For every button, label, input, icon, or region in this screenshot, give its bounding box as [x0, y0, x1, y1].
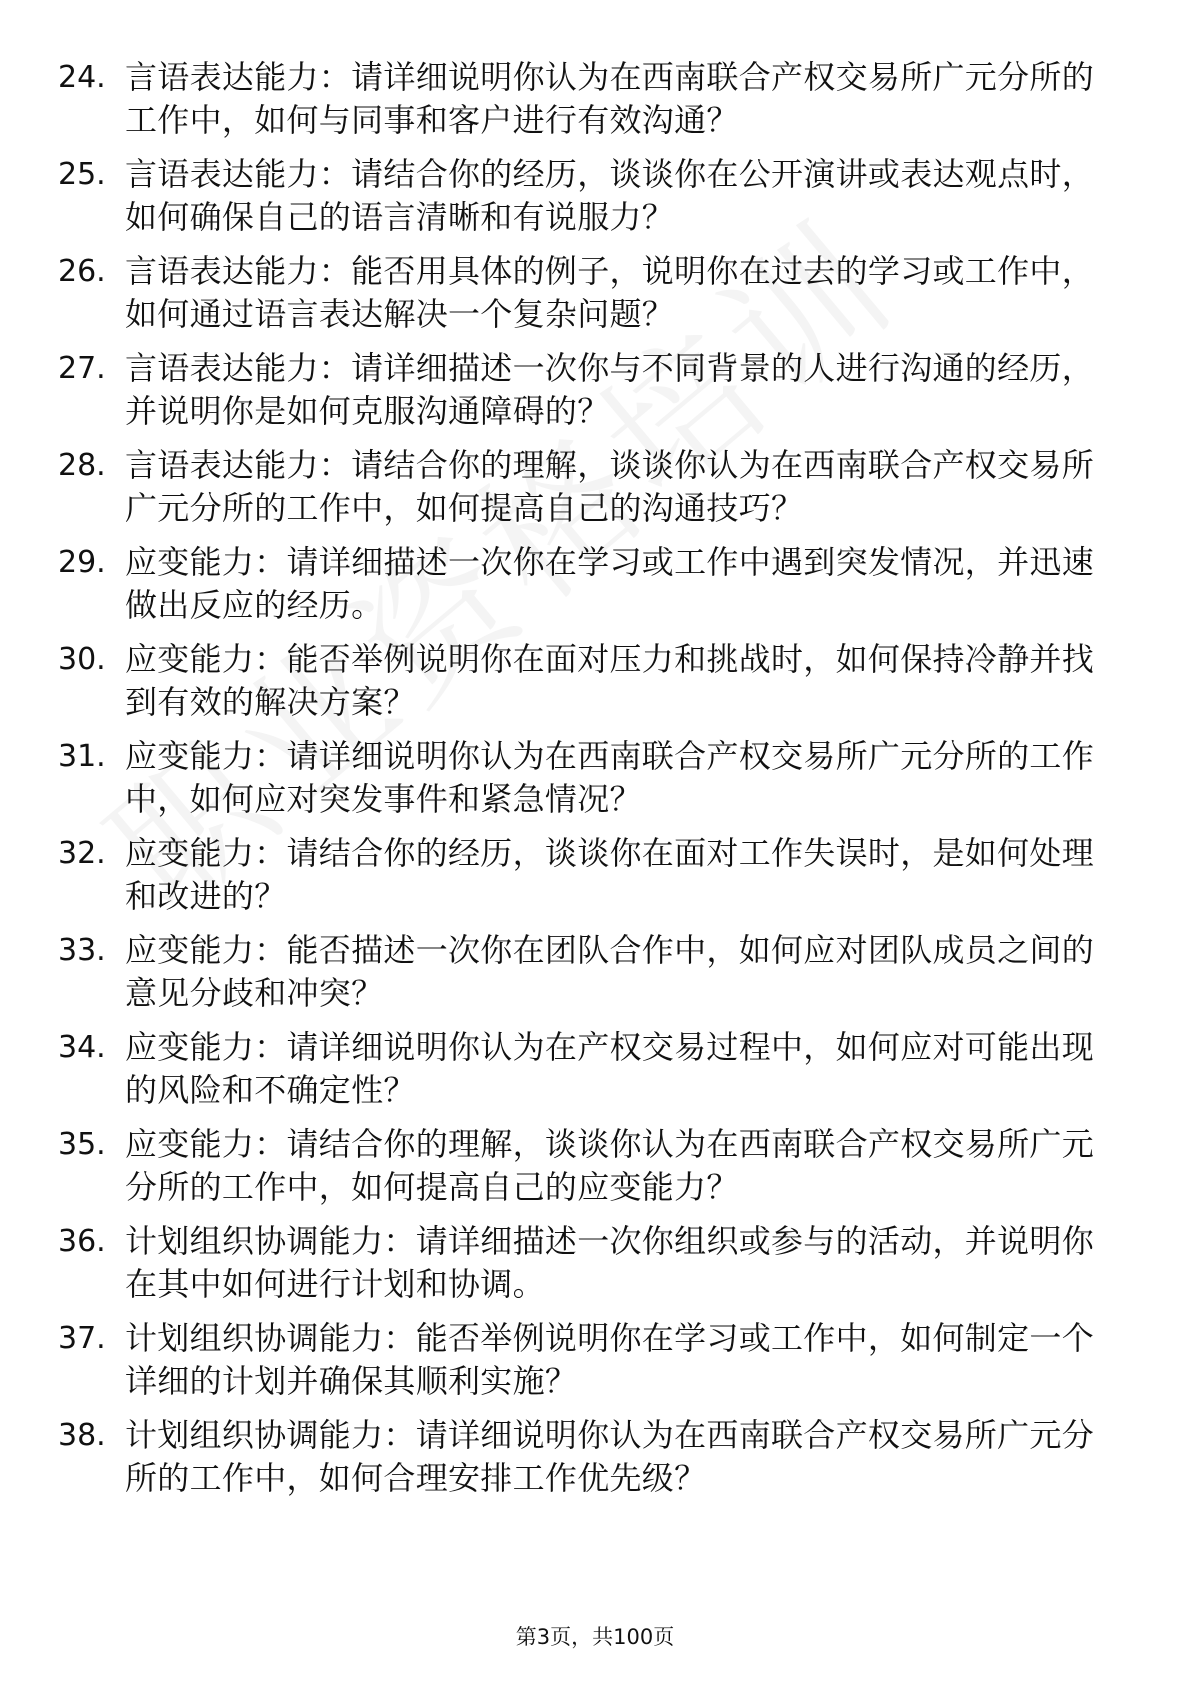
- question-text: 应变能力：能否描述一次你在团队合作中，如何应对团队成员之间的意见分歧和冲突？: [125, 931, 1095, 1012]
- list-item: [58, 832, 1114, 918]
- question-text: 应变能力：能否举例说明你在面对压力和挑战时，如何保持冷静并找到有效的解决方案？: [125, 640, 1095, 721]
- question-number: 30.: [58, 642, 106, 677]
- question-list: [58, 56, 1114, 1511]
- question-text: 言语表达能力：请结合你的理解，谈谈你认为在西南联合产权交易所广元分所的工作中，如何提高自己的沟通技巧？: [125, 446, 1095, 527]
- list-item: [58, 1123, 1114, 1209]
- question-number: 29.: [58, 545, 106, 580]
- question-number: 24.: [58, 60, 106, 95]
- question-number: 35.: [58, 1127, 106, 1162]
- question-number: 37.: [58, 1321, 106, 1356]
- list-item: [58, 444, 1114, 530]
- question-number: 25.: [58, 157, 106, 192]
- question-text: 应变能力：请详细说明你认为在产权交易过程中，如何应对可能出现的风险和不确定性？: [125, 1028, 1095, 1109]
- question-number: 32.: [58, 836, 106, 871]
- list-item: [58, 1317, 1114, 1403]
- list-item: [58, 1220, 1114, 1306]
- question-number: 36.: [58, 1224, 106, 1259]
- question-text: 应变能力：请结合你的理解，谈谈你认为在西南联合产权交易所广元分所的工作中，如何提高自己的应变能力？: [125, 1125, 1095, 1206]
- question-number: 34.: [58, 1030, 106, 1065]
- question-text: 言语表达能力：请详细说明你认为在西南联合产权交易所广元分所的工作中，如何与同事和客户进行有效沟通？: [125, 58, 1095, 139]
- list-item: [58, 347, 1114, 433]
- list-item: [58, 1414, 1114, 1500]
- question-text: 应变能力：请结合你的经历，谈谈你在面对工作失误时，是如何处理和改进的？: [125, 834, 1095, 915]
- question-text: 言语表达能力：请详细描述一次你与不同背景的人进行沟通的经历，并说明你是如何克服沟通障碍的？: [125, 349, 1095, 430]
- question-number: 38.: [58, 1418, 106, 1453]
- question-text: 应变能力：请详细描述一次你在学习或工作中遇到突发情况，并迅速做出反应的经历。: [125, 543, 1095, 624]
- question-text: 计划组织协调能力：能否举例说明你在学习或工作中，如何制定一个详细的计划并确保其顺利实施？: [125, 1319, 1095, 1400]
- list-item: [58, 638, 1114, 724]
- question-text: 应变能力：请详细说明你认为在西南联合产权交易所广元分所的工作中，如何应对突发事件和紧急情况？: [125, 737, 1095, 818]
- question-number: 27.: [58, 351, 106, 386]
- question-text: 计划组织协调能力：请详细描述一次你组织或参与的活动，并说明你在其中如何进行计划和协调。: [125, 1222, 1095, 1303]
- question-number: 26.: [58, 254, 106, 289]
- page-footer: 第3页，共100页: [515, 1625, 675, 1649]
- question-number: 28.: [58, 448, 106, 483]
- question-number: 33.: [58, 933, 106, 968]
- list-item: [58, 250, 1114, 336]
- question-text: 言语表达能力：请结合你的经历，谈谈你在公开演讲或表达观点时，如何确保自己的语言清晰和有说服力？: [125, 155, 1095, 236]
- question-number: 31.: [58, 739, 106, 774]
- list-item: [58, 56, 1114, 142]
- list-item: [58, 153, 1114, 239]
- list-item: [58, 929, 1114, 1015]
- list-item: [58, 735, 1114, 821]
- list-item: [58, 1026, 1114, 1112]
- question-text: 计划组织协调能力：请详细说明你认为在西南联合产权交易所广元分所的工作中，如何合理安排工作优先级？: [125, 1416, 1095, 1497]
- list-item: [58, 541, 1114, 627]
- question-text: 言语表达能力：能否用具体的例子，说明你在过去的学习或工作中，如何通过语言表达解决一个复杂问题？: [125, 252, 1095, 333]
